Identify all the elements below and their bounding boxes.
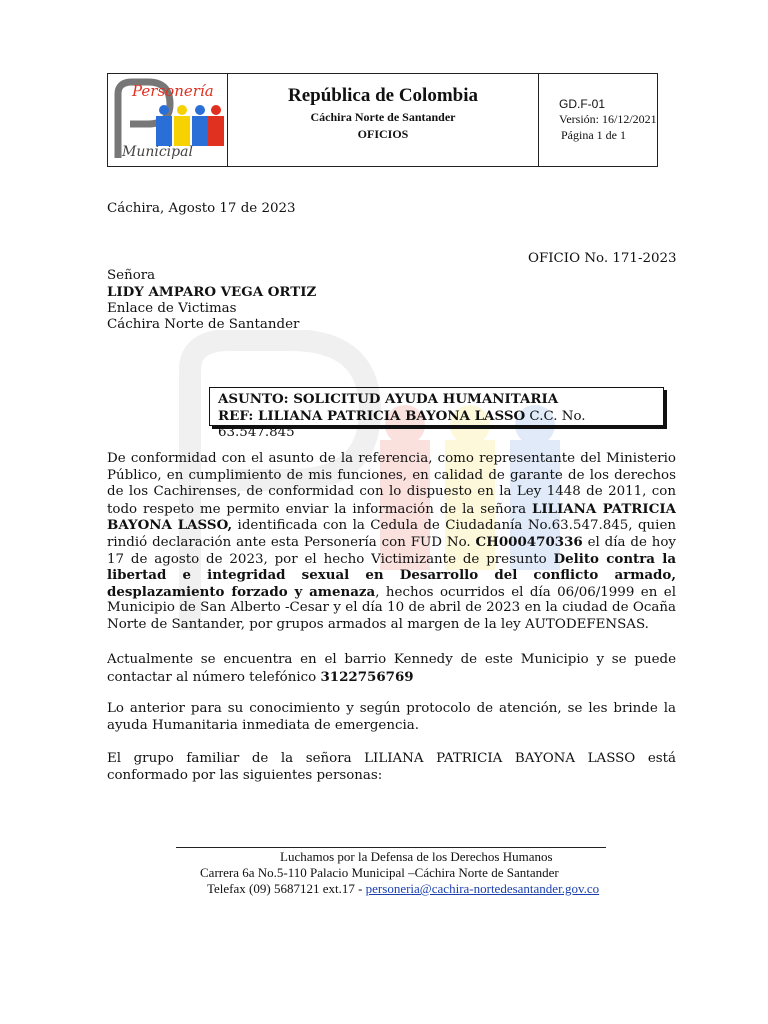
header-subtitle: Cáchira Norte de Santander <box>310 110 456 124</box>
subject-box <box>209 387 664 441</box>
victim-surname: BAYONA LASSO, <box>107 517 233 534</box>
header-section: OFICIOS <box>357 127 409 141</box>
crime-text: desplazamiento forzado y amenaza <box>107 583 376 600</box>
recipient-role: Enlace de Victimas <box>107 301 237 316</box>
crime-text: Delito contra la <box>553 550 676 567</box>
subject-line: ASUNTO: SOLICITUD AYUDA HUMANITARIA <box>218 391 559 407</box>
paragraph-1 <box>107 451 676 634</box>
header-meta-cell <box>539 74 657 166</box>
p1-line <box>107 551 676 568</box>
p1-line: Público, en cumplimiento de mis funciones, en calidad de garante de los derechos <box>107 467 676 483</box>
header-title: República de Colombia <box>287 85 479 106</box>
footer-phone: Telefax (09) 5687121 ext.17 - <box>207 881 366 896</box>
p2-line: Actualmente se encuentra en el barrio Kennedy de este Municipio y se puede <box>107 652 676 667</box>
document-version: Versión: 16/12/2021 <box>559 112 657 126</box>
fud-number: CH000470336 <box>475 533 583 550</box>
p1-text: todo respeto me permito enviar la información de la señora <box>107 501 532 517</box>
footer-divider <box>176 847 606 848</box>
phone-number: 3122756769 <box>320 668 414 685</box>
p2-line <box>107 669 676 686</box>
p1-text: identificada con la Cedula de Ciudadanía No.63.547.845, quien <box>232 518 676 534</box>
p4-line: El grupo familiar de la señora LILIANA PATRICIA BAYONA LASSO está <box>107 751 676 766</box>
p1-line <box>107 534 676 551</box>
reference-cc: C.C. No. 63.547.845 <box>218 408 586 441</box>
footer-email-link[interactable]: personeria@cachira-nortedesantander.gov.co <box>365 881 600 896</box>
paragraph-3 <box>107 701 676 734</box>
oficio-number: OFICIO No. 171-2023 <box>528 251 677 266</box>
recipient-name: LIDY AMPARO VEGA ORTIZ <box>107 284 317 300</box>
logo-cell <box>108 74 228 166</box>
reference-name: REF: LILIANA PATRICIA BAYONA LASSO <box>218 407 526 424</box>
p3-line: Lo anterior para su conocimiento y según protocolo de atención, se les brinde la <box>107 701 676 716</box>
footer-contact <box>207 881 599 897</box>
place-date: Cáchira, Agosto 17 de 2023 <box>107 201 296 216</box>
footer-address: Carrera 6a No.5-110 Palacio Municipal –Cáchira Norte de Santander <box>200 865 559 880</box>
p1-line: De conformidad con el asunto de la referencia, como representante del Ministerio <box>107 451 676 466</box>
header-title-cell <box>228 74 539 166</box>
paragraph-2 <box>107 652 676 685</box>
victim-name: LILIANA PATRICIA <box>531 500 676 517</box>
p1-line: Municipio de San Alberto -Cesar y el día 10 de abril de 2023 en la ciudad de Ocaña <box>107 600 676 616</box>
p1-line <box>107 517 676 534</box>
p1-line: Norte de Santander, por grupos armados al margen de la ley AUTODEFENSAS. <box>107 616 649 632</box>
p1-text: , hechos ocurridos el día 06/06/1999 en el <box>375 584 676 600</box>
reference-line <box>218 408 663 442</box>
p1-line <box>107 501 676 518</box>
p3-line: ayuda Humanitaria inmediata de emergencia. <box>107 717 419 733</box>
salutation: Señora <box>107 268 156 283</box>
p1-line <box>107 584 676 601</box>
recipient-place: Cáchira Norte de Santander <box>107 317 300 332</box>
document-header <box>107 73 658 167</box>
p4-line: conformado por las siguientes personas: <box>107 767 383 783</box>
logo-bottom-text: Municipal <box>122 144 193 160</box>
document-code: GD.F-01 <box>559 97 606 111</box>
p1-text: 17 de agosto de 2023, por el hecho Victimizante de presunto <box>107 551 554 567</box>
p1-text: el día de hoy <box>582 534 676 550</box>
page-number: Página 1 de 1 <box>561 128 626 142</box>
p1-text: rindió declaración ante esta Personería con FUD No. <box>107 534 476 550</box>
logo-top-text: Personería <box>132 82 214 100</box>
p1-line: libertad e integridad sexual en Desarrollo del conflicto armado, <box>107 567 676 584</box>
p1-line: de los Cachirenses, de conformidad con lo dispuesto en la Ley 1448 de 2011, con <box>107 484 676 500</box>
footer-motto: Luchamos por la Defensa de los Derechos Humanos <box>280 849 553 864</box>
p2-text: contactar al número telefónico <box>107 669 321 685</box>
personeria-logo <box>108 74 227 166</box>
paragraph-4 <box>107 751 676 784</box>
